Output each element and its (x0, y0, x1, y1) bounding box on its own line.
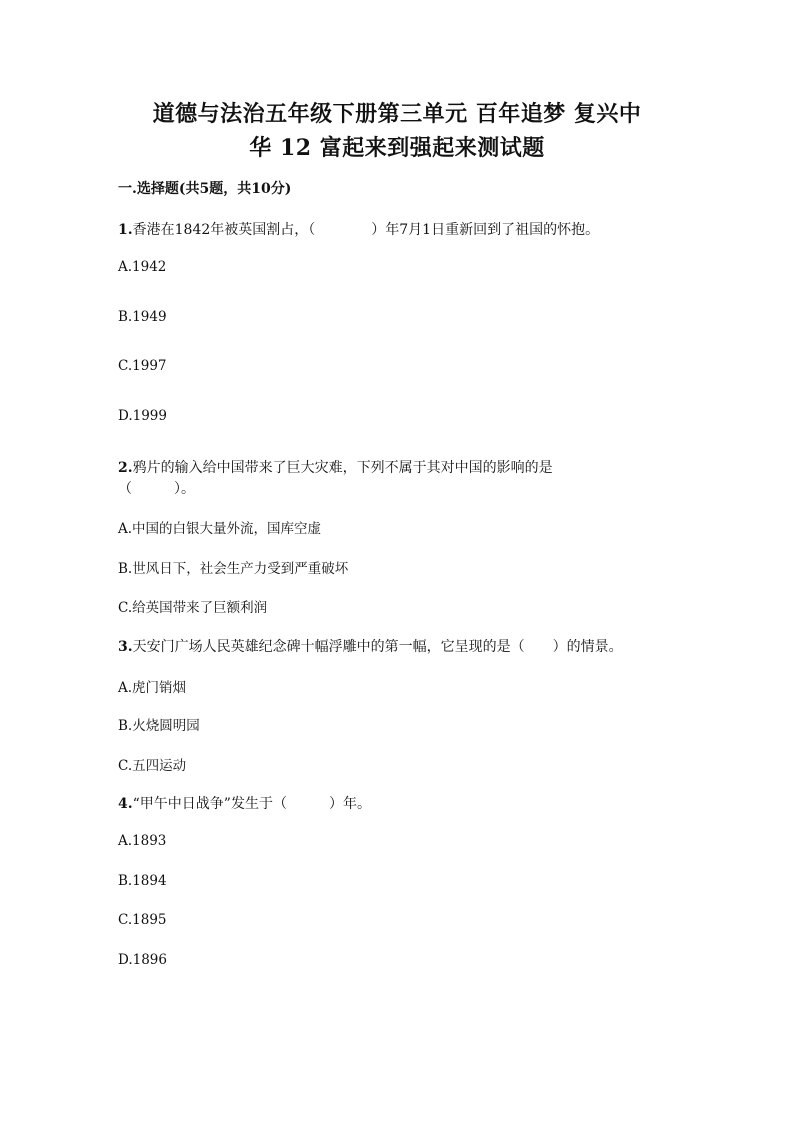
question-text: 天安门广场人民英雄纪念碑十幅浮雕中的第一幅，它呈现的是（ ）的情景。 (132, 639, 623, 655)
question-2-option-a: A.中国的白银大量外流，国库空虚 (118, 521, 322, 537)
question-2-continuation: （ ）。 (118, 481, 195, 497)
question-2-option-b: B.世风日下，社会生产力受到严重破坏 (118, 561, 349, 577)
question-number: 4. (118, 796, 133, 812)
question-4 (118, 793, 371, 813)
question-1-option-d: D.1999 (118, 408, 167, 424)
question-4-option-c: C.1895 (118, 912, 167, 928)
question-1-option-a: A.1942 (118, 259, 167, 275)
question-2 (118, 457, 553, 477)
question-text: 香港在1842年被英国割占，（ ）年7月1日重新回到了祖国的怀抱。 (132, 222, 600, 238)
question-3-option-a: A.虎门销烟 (118, 680, 187, 696)
question-3-option-c: C.五四运动 (118, 758, 187, 774)
section-heading: 一.选择题(共5题，共10分) (118, 181, 292, 197)
document-title-line-2: 华 12 富起来到强起来测试题 (249, 135, 545, 161)
question-text: “甲午中日战争”发生于（ ）年。 (132, 796, 371, 812)
question-4-option-a: A.1893 (118, 833, 167, 849)
document-title-line-1: 道德与法治五年级下册第三单元 百年追梦 复兴中 (152, 101, 642, 127)
question-number: 1. (118, 222, 133, 238)
question-3-option-b: B.火烧圆明园 (118, 718, 200, 734)
question-3 (118, 636, 623, 656)
question-1-option-b: B.1949 (118, 309, 167, 325)
question-1 (118, 219, 599, 239)
question-1-option-c: C.1997 (118, 358, 167, 374)
question-number: 3. (118, 639, 133, 655)
question-text: 鸦片的输入给中国带来了巨大灾难，下列不属于其对中国的影响的是 (132, 460, 553, 476)
question-4-option-b: B.1894 (118, 873, 167, 889)
question-2-option-c: C.给英国带来了巨额利润 (118, 600, 268, 616)
question-number: 2. (118, 460, 133, 476)
question-4-option-d: D.1896 (118, 952, 167, 968)
